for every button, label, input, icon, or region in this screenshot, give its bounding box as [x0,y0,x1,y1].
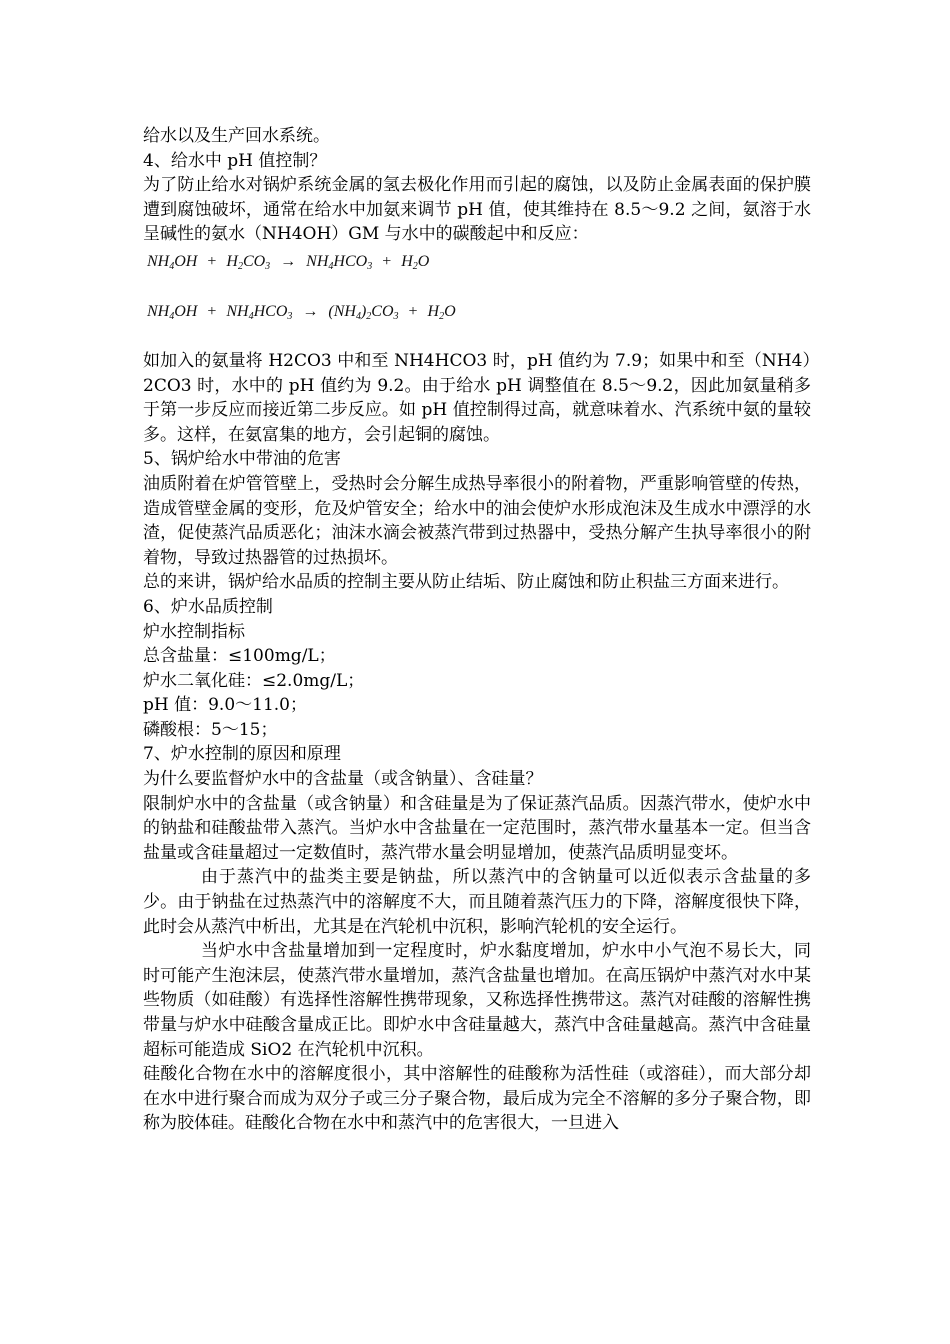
eq2-sub: 2 [439,310,445,322]
document-paragraph: 炉水二氧化硅：≤2.0mg/L； [143,670,365,691]
document-paragraphs [143,349,811,1136]
eq2-term: H [427,302,440,320]
document-paragraph: 7、炉水控制的原因和原理 [143,744,341,765]
eq1-sub: 3 [367,260,373,272]
document-paragraph: 为什么要监督炉水中的含盐量（或含钠量）、含硅量？ [143,769,543,790]
eq2-term: OH [174,302,198,320]
document-paragraph: 由于蒸汽中的盐类主要是钠盐，所以蒸汽中的含钠量可以近似表示含盐量的多少。由于钠盐在过热蒸汽中的溶解度不大，而且随着蒸汽压力的下降，溶解度很快下降，此时会从蒸汽中析出，尤其是在汽轮机中沉积，影响汽轮机的安全运行。 [143,867,811,937]
eq1-term: NH [306,252,329,270]
eq2-plus: + [408,302,418,320]
document-paragraph: 5、锅炉给水中带油的危害 [143,449,341,470]
document-paragraph: 总的来讲，锅炉给水品质的控制主要从防止结垢、防止腐蚀和防止积盐三方面来进行。 [143,572,789,593]
document-paragraph: 6、炉水品质控制 [143,596,273,617]
eq2-term: ) [360,302,367,320]
eq1-term: CO [242,252,266,270]
eq2-term: NH [226,302,249,320]
heading-feedwater-ph-control: 4、给水中 pH 值控制？ [143,150,327,171]
eq2-term: HCO [253,302,288,320]
document-paragraph: pH 值：9.0～11.0； [143,695,307,716]
eq1-term: H [226,252,238,270]
document-paragraph: 当炉水中含盐量增加到一定程度时，炉水黏度增加，炉水中小气泡不易长大，同时可能产生泡沫层，使蒸汽带水量增加，蒸汽含盐量也增加。在高压锅炉中蒸汽对水中某些物质（如硅酸）有选择性溶解性携带现象，又称选择性携带这。蒸汽对硅酸的溶解性携带量与炉水中硅酸含量成正比。即炉水中含硅量越大，蒸汽中含硅量越高。蒸汽中含硅量超标可能造成 SiO2 在汽轮机中沉积。 [143,941,811,1060]
eq1-sub: 4 [169,260,175,272]
eq2-sub: 3 [393,310,399,322]
eq1-term: HCO [333,252,368,270]
eq2-term: CO [371,302,394,320]
document-body [143,124,811,1136]
document-paragraph: 炉水控制指标 [143,621,245,642]
eq2-sub: 4 [248,310,254,322]
eq1-term: O [417,252,430,270]
eq2-sub: 4 [355,310,361,322]
paragraph-intro-1: 给水以及生产回水系统。 [143,126,330,146]
document-paragraph: 总含盐量：≤100mg/L； [143,646,336,667]
eq1-term: NH [147,252,170,270]
eq1-plus: + [382,252,392,270]
eq2-term: NH [147,302,170,320]
eq1-sub: 3 [265,260,271,272]
eq1-term: H [401,252,413,270]
eq1-sub: 2 [237,260,243,272]
document-paragraph: 油质附着在炉管管壁上，受热时会分解生成热导率很小的附着物，严重影响管壁的传热，造成管壁金属的变形，危及炉管安全；给水中的油会使炉水形成泡沫及生成水中漂浮的水渣，促使蒸汽品质恶化；油沫水滴会被蒸汽带到过热器中，受热分解产生执导率很小的附着物，导致过热器管的过热损坏。 [143,473,811,568]
eq1-arrow: → [280,252,297,270]
document-paragraph: 磷酸根：5～15； [143,719,278,740]
document-paragraph: 如加入的氨量将 H2CO3 中和至 NH4HCO3 时，pH 值约为 7.9；如果中和至（NH4）2CO3 时，水中的 pH 值约为 9.2。由于给水 pH 调整值在 8.5～9.2，因此加氨量稍多于第一步反应而接近第二步反应。如 pH 值控制得过高，就意味着水、汽系统中氨的量较多。这样，在氨富集的地方，会引起铜的腐蚀。 [143,350,811,445]
eq2-term: O [444,302,456,320]
spacer [143,325,811,349]
equation-2 [143,299,811,325]
document-paragraph: 硅酸化合物在水中的溶解度很小，其中溶解性的硅酸称为活性硅（或溶硅），而大部分却在水中进行聚合而成为双分子或三分子聚合物，最后成为完全不溶解的多分子聚合物，即称为胶体硅。硅酸化合物在水中和蒸汽中的危害很大，一旦进入 [143,1064,811,1134]
eq1-sub: 4 [328,260,334,272]
eq2-arrow: → [302,302,319,320]
eq2-plus: + [207,302,217,320]
equation-1 [143,249,811,275]
eq1-plus: + [207,252,217,270]
eq2-sub: 3 [287,310,293,322]
eq1-term: OH [174,252,198,270]
eq2-sub: 4 [169,310,175,322]
paragraph-ammonia-dosing: 为了防止给水对锅炉系统金属的氢去极化作用而引起的腐蚀，以及防止金属表面的保护膜遭到腐蚀破坏，通常在给水中加氨来调节 pH 值，使其维持在 8.5～9.2 之间，氨溶于水呈碱性的氨水（NH4OH）GM 与水中的碳酸起中和反应： [143,175,811,245]
eq2-term: (NH [328,302,356,320]
spacer [143,275,811,299]
eq2-sub: 2 [366,310,372,322]
eq1-sub: 2 [412,260,418,272]
document-paragraph: 限制炉水中的含盐量（或含钠量）和含硅量是为了保证蒸汽品质。因蒸汽带水，使炉水中的钠盐和硅酸盐带入蒸汽。当炉水中含盐量在一定范围时，蒸汽带水量基本一定。但当含盐量或含硅量超过一定数值时，蒸汽带水量会明显增加，使蒸汽品质明显变坏。 [143,793,811,863]
